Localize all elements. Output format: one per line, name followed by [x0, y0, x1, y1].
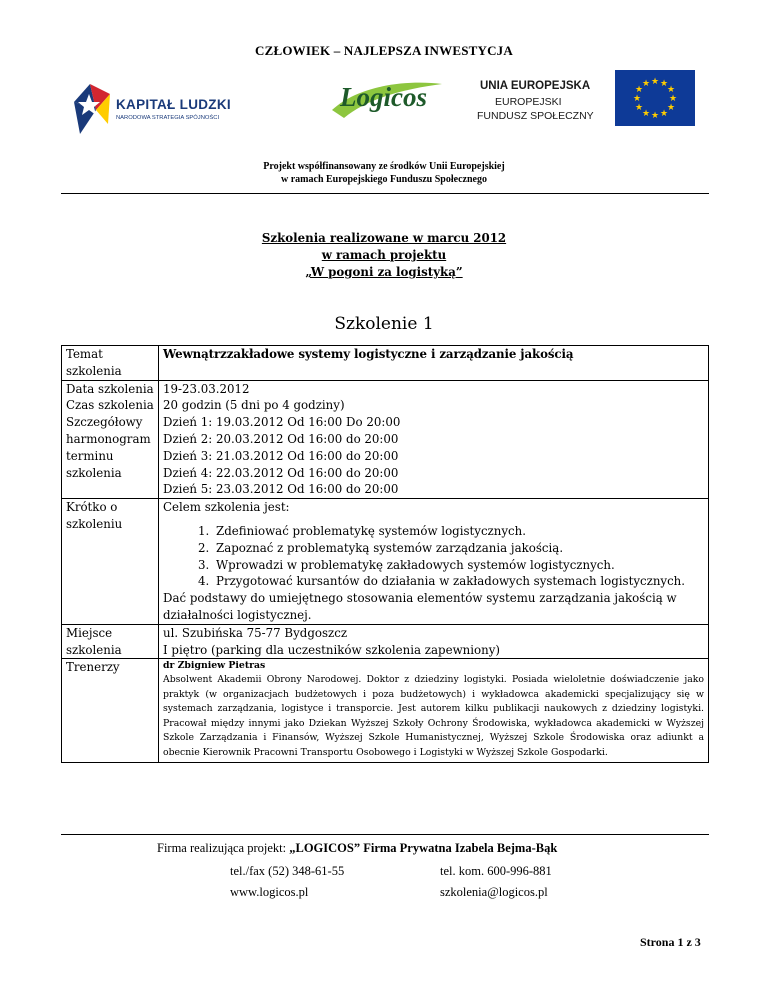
intro-heading: [0, 230, 768, 281]
training-details-table: [61, 345, 709, 763]
place-floor: I piętro (parking dla uczestników szkolenia zapewniony): [163, 642, 501, 657]
footer-divider: [61, 834, 709, 835]
intro-line-2: w ramach projektu: [321, 248, 447, 262]
footer-mobile: tel. kom. 600-996-881: [440, 864, 552, 878]
table-row: [62, 659, 709, 763]
schedule-day-1: Dzień 1: 19.03.2012 Od 16:00 Do 20:00: [163, 415, 401, 430]
table-row: [62, 346, 709, 381]
footer-email[interactable]: szkolenia@logicos.pl: [440, 885, 548, 899]
trainers-label: Trenerzy: [62, 659, 159, 763]
svg-text:★: ★: [641, 79, 651, 89]
intro-line-1: Szkolenia realizowane w marcu 2012: [261, 231, 507, 245]
svg-text:★: ★: [641, 109, 651, 119]
svg-text:★: ★: [650, 111, 660, 121]
schedule-label-3: terminu: [66, 448, 114, 463]
topic-value: Wewnątrzzakładowe systemy logistyczne i zarządzanie jakością: [159, 346, 709, 381]
schedule-day-3: Dzień 3: 21.03.2012 Od 16:00 do 20:00: [163, 448, 399, 463]
list-item: 2. Zapoznać z problematyką systemów zarządzania jakością.: [213, 540, 704, 557]
svg-text:★: ★: [666, 103, 676, 113]
schedule-label-1: Szczegółowy: [66, 415, 143, 430]
kapital-ludzki-name: KAPITAŁ LUDZKI: [116, 97, 231, 112]
table-row: [62, 499, 709, 625]
eu-flag-icon: [615, 70, 695, 126]
trainer-bio: Absolwent Akademii Obrony Narodowej. Doktor z dziedziny logistyki. Posiada wieloletnie doświadczenie jako praktyk (w organizacjach budżetowych i poza budżetowych) i wykładowca akademicki specjalizujący się w systemach zarządzania, logistyce i transporcie. Jest autorem kilku publikacji naukowych z dziedziny logistyki. Pracował między innymi jako Dziekan Wyższej Szkoły Ochrony Środowiska, wykładowca akademicki w Wyższej Szkole Zarządzania i Finansów, Wyższej Szkole Humanistycznej, Wyższej Szkole Środowiska oraz adiunkt a obecnie Kierownik Pracowni Transportu Osobowego i Logistyki w Wyższej Szkole Gospodarki.: [163, 674, 704, 758]
header-divider: [61, 193, 709, 194]
footer-company: [157, 841, 557, 856]
place-address: ul. Szubińska 75-77 Bydgoszcz: [163, 625, 348, 640]
logicos-logo: [330, 80, 445, 124]
date-value: 19-23.03.2012: [163, 381, 250, 396]
schedule-day-4: Dzień 4: 22.03.2012 Od 16:00 do 20:00: [163, 465, 399, 480]
footer-company-label: Firma realizująca projekt:: [157, 841, 290, 855]
svg-text:★: ★: [659, 79, 669, 89]
svg-text:★: ★: [659, 109, 669, 119]
cofinancing-note: [0, 160, 768, 186]
eu-fund-label-1: EUROPEJSKI: [495, 96, 562, 108]
kapital-ludzki-emblem-icon: [70, 80, 114, 136]
about-outro: Dać podstawy do umiejętnego stosowania elementów systemu zarządzania jakością w działalności logistycznej.: [163, 591, 677, 622]
place-label-2: szkolenia: [66, 642, 122, 657]
about-label-1: Krótko o: [66, 500, 118, 515]
section-title: Szkolenie 1: [334, 314, 434, 334]
table-row: [62, 380, 709, 499]
logicos-wordmark: Logicos: [340, 82, 427, 112]
footer-website[interactable]: www.logicos.pl: [230, 885, 309, 899]
svg-text:★: ★: [650, 77, 660, 87]
duration-value: 20 godzin (5 dni po 4 godziny): [163, 398, 345, 413]
page-number: Strona 1 z 3: [640, 935, 701, 949]
svg-text:★: ★: [668, 94, 678, 104]
svg-text:★: ★: [632, 94, 642, 104]
place-label-1: Miejsce: [66, 625, 113, 640]
date-label: Data szkolenia: [66, 381, 154, 396]
schedule-label-4: szkolenia: [66, 465, 122, 480]
list-item: 4. Przygotować kursantów do działania w zakładowych systemach logistycznych.: [213, 573, 704, 590]
about-label-2: szkoleniu: [66, 516, 123, 531]
svg-text:★: ★: [666, 85, 676, 95]
schedule-day-5: Dzień 5: 23.03.2012 Od 16:00 do 20:00: [163, 482, 399, 497]
intro-line-3: „W pogoni za logistyką”: [305, 265, 463, 279]
svg-text:★: ★: [634, 103, 644, 113]
eu-fund-label-2: FUNDUSZ SPOŁECZNY: [477, 110, 594, 122]
kapital-ludzki-logo: [70, 80, 245, 136]
list-item: 1. Zdefiniować problematykę systemów logistycznych.: [213, 523, 704, 540]
eu-logo: [465, 60, 711, 136]
schedule-day-2: Dzień 2: 20.03.2012 Od 16:00 do 20:00: [163, 431, 399, 446]
footer-phone: tel./fax (52) 348-61-55: [230, 864, 345, 878]
topic-label: Temat szkolenia: [62, 346, 159, 381]
cofinancing-line-1: Projekt współfinansowany ze środków Unii Europejskiej: [263, 161, 505, 172]
trainer-name: dr Zbigniew Pietras: [163, 660, 266, 672]
header-title: CZŁOWIEK – NAJLEPSZA INWESTYCJA: [255, 43, 513, 58]
kapital-ludzki-subtitle: NARODOWA STRATEGIA SPÓJNOŚCI: [116, 115, 220, 121]
eu-union-label: UNIA EUROPEJSKA: [480, 80, 591, 92]
duration-label: Czas szkolenia: [66, 398, 154, 413]
schedule-label-2: harmonogram: [66, 431, 151, 446]
footer-company-name: „LOGICOS” Firma Prywatna Izabela Bejma-Bąk: [289, 841, 558, 855]
table-row: [62, 624, 709, 659]
goals-list: [163, 523, 704, 590]
svg-text:★: ★: [634, 85, 644, 95]
about-intro: Celem szkolenia jest:: [163, 500, 290, 515]
cofinancing-line-2: w ramach Europejskiego Funduszu Społecznego: [281, 174, 487, 185]
list-item: 3. Wprowadzi w problematykę zakładowych systemów logistycznych.: [213, 557, 704, 574]
